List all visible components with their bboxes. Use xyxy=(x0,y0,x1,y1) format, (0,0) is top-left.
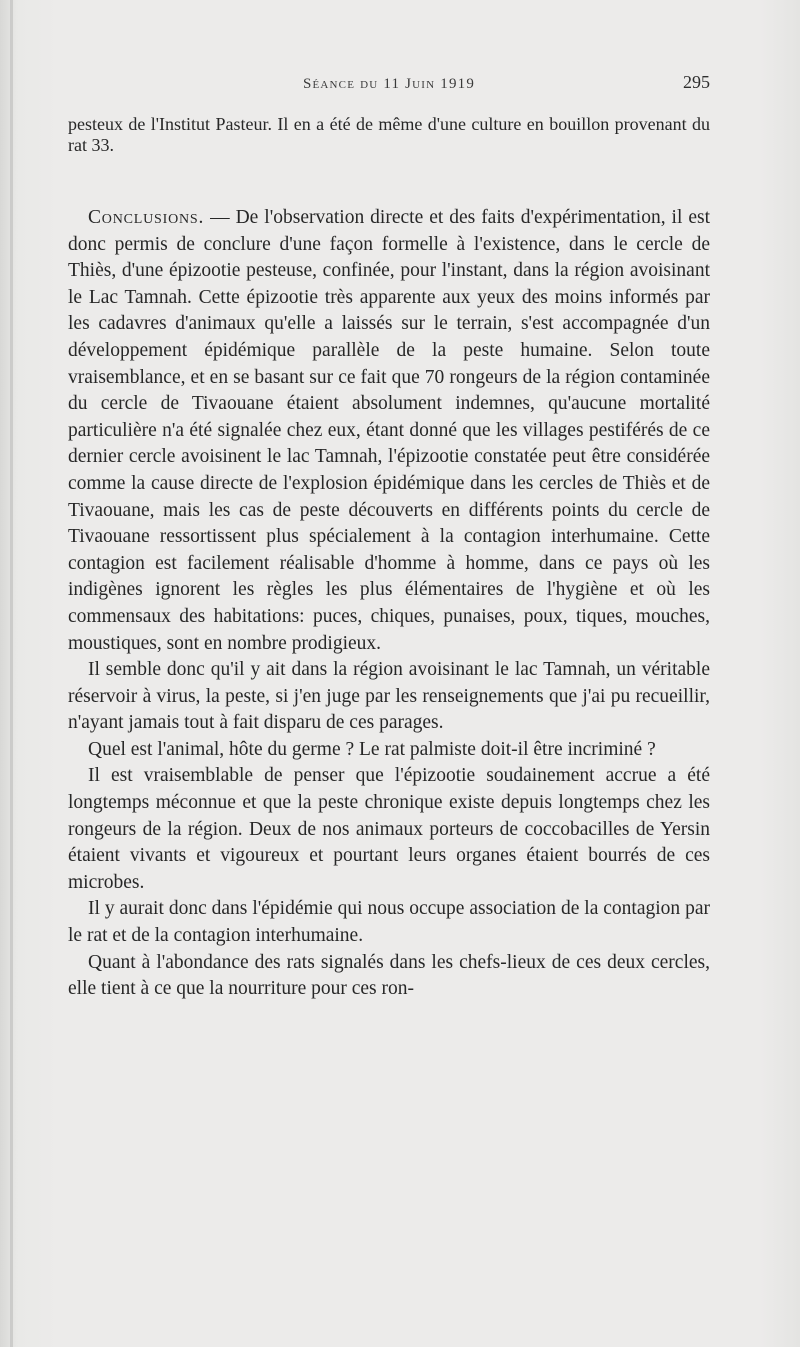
question-paragraph: Quel est l'animal, hôte du germe ? Le rat palmiste doit-il être incriminé ? xyxy=(88,738,656,760)
conclusions-paragraph xyxy=(68,205,710,657)
abondance-paragraph: Quant à l'abondance des rats signalés dans les chefs-lieux de ces deux cercles, elle tient à ce que la nourriture pour ces ron- xyxy=(68,951,710,1000)
page-header xyxy=(68,72,710,100)
page-gutter-shadow xyxy=(10,0,13,1347)
intro-paragraph: pesteux de l'Institut Pasteur. Il en a été de même d'une culture en bouillon provenant du rat 33. xyxy=(68,114,710,155)
running-head: Séance du 11 Juin 1919 xyxy=(302,76,476,92)
association-paragraph: Il y aurait donc dans l'épidémie qui nous occupe association de la contagion par le rat et de la contagion interhumaine. xyxy=(68,898,710,947)
page-body xyxy=(68,114,710,1003)
vraisemblable-paragraph: Il est vraisemblable de penser que l'épizootie soudainement accrue a été longtemps méconnue et que la peste chronique existe depuis longtemps chez les rongeurs de la région. Deux de nos animaux porteurs de coccobacilles de Yersin étaient vivants et vigoureux et pourtant leurs organes étaient bourrés de ces microbes. xyxy=(68,765,710,893)
reservoir-paragraph: Il semble donc qu'il y ait dans la région avoisinant le lac Tamnah, un véritable réservoir à virus, la peste, si j'en juge par les renseignements que j'ai pu recueillir, n'ayant jamais tout à fait disparu de ces parages. xyxy=(68,659,710,734)
page-number: 295 xyxy=(683,72,710,92)
conclusions-text: — De l'observation directe et des faits d'expérimentation, il est donc permis de conclure d'une façon formelle à l'existence, dans le cercle de Thiès, d'une épizootie pesteuse, confinée, pour l'instant, dans la région avoisinant le Lac Tamnah. Cette épizootie très apparente aux yeux des moins informés par les cadavres d'animaux qu'elle a laissés sur le terrain, s'est accompagnée d'un développement épidémique parallèle de la peste humaine. Selon toute vraisemblance, et en se basant sur ce fait que 70 rongeurs de la région contaminée du cercle de Tivaouane étaient absolument indemnes, qu'aucune mortalité particulière n'a été signalée chez eux, étant donné que les villages pestiférés de ce dernier cercle avoisinent le lac Tamnah, l'épizootie constatée peut être considérée comme la cause directe de l'explosion épidémique dans les cercles de Thiès et de Tivaouane, mais les cas de peste découverts en différents points du cercle de Tivaouane ressortissent plus spécialement à la contagion interhumaine. Cette contagion est facilement réalisable d'homme à homme, dans ce pays où les indigènes ignorent les règles les plus élémentaires de l'hygiène et où les commensaux des habitations: puces, chiques, punaises, poux, tiques, mouches, moustiques, sont en nombre prodigieux. xyxy=(68,207,710,654)
conclusions-heading: Conclusions. xyxy=(88,207,205,228)
